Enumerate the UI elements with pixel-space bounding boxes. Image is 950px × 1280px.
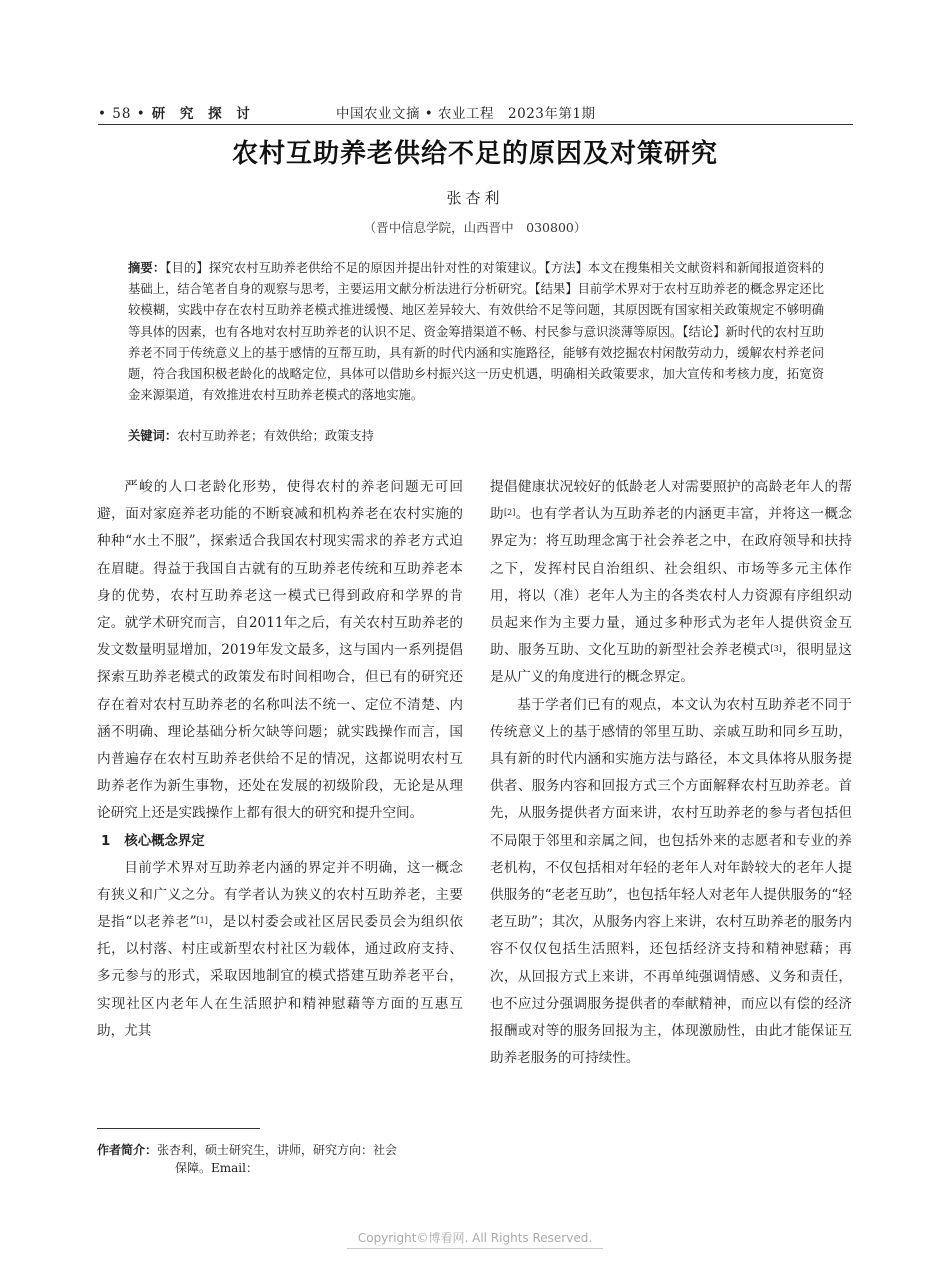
section-number: 1 — [101, 833, 111, 849]
footnote-label: 作者简介： — [97, 1143, 158, 1157]
paragraph-text: 。也有学者认为互助养老的内涵更丰富，并将这一概念界定为：将互助理念寓于社会养老之中，在政府领导和扶持之下，发挥村民自治组织、社会组织、市场等多元主体作用，将以（准）老年人为主的各类农村人力资源有序组织动员起来作为主要力量，通过多种形式为老年人提供资金互助、服务互助、文化互助的新型社会养老模式 — [490, 506, 853, 659]
paragraph-text: ，很明显这是从广义的角度进行的概念界定。 — [490, 642, 853, 686]
paragraph: 严峻的人口老龄化形势，使得农村的养老问题无可回避，面对家庭养老功能的不断衰减和机构养老在农村实施的种种“水土不服”，探索适合我国农村现实需求的养老方式迫在眉睫。得益于我国自古就有的互助养老传统和互助养老本身的优势，农村互助养老这一模式已得到政府和学界的肯定。就学术研究而言，自2011年之后，有关农村互助养老的发文数量明显增加，2019年发文最多，这与国内一系列提倡探索互助养老模式的政策发布时间相吻合，但已有的研究还存在着对农村互助养老的名称叫法不统一、定位不清楚、内涵不明确、理论基础分析欠缺等问题；就实践操作而言，国内普遍存在农村互助养老供给不足的情况，这都说明农村互助养老作为新生事物，还处在发展的初级阶段，无论是从理论研究上还是实践操作上都有很大的研究和提升空间。 — [97, 479, 463, 822]
running-header — [98, 102, 853, 125]
keywords-label: 关键词： — [128, 429, 178, 443]
citation-ref: [2] — [504, 508, 516, 518]
paragraph-text: 提倡健康状况较好的低龄老人对需要照护的高龄老年人的帮助 — [490, 479, 852, 523]
footnote-divider — [97, 1128, 260, 1129]
paragraph — [97, 855, 463, 1045]
header-page-section — [98, 102, 255, 122]
citation-ref: [1] — [196, 916, 208, 926]
section-label: 研 究 探 讨 — [151, 106, 255, 122]
keywords-text: 农村互助养老；有效供给；政策支持 — [177, 429, 374, 443]
copyright-watermark: Copyright©博看网. All Rights Reserved. — [347, 1228, 603, 1249]
abstract-label: 摘要： — [128, 261, 166, 275]
section-heading — [97, 828, 463, 855]
author-footnote — [97, 1141, 463, 1177]
footnote-text: 保障。Email： — [175, 1161, 258, 1175]
body-column-right — [490, 474, 852, 1072]
paper-title: 农村互助养老供给不足的原因及对策研究 — [231, 139, 718, 169]
page-number: • 58 • — [98, 106, 146, 122]
paragraph — [490, 474, 852, 692]
citation-ref: [3] — [770, 644, 782, 654]
body-column-left — [97, 474, 463, 1045]
paragraph-text: ，是以村委会或社区居民委员会为组织依托，以村落、村庄或新型农村社区为载体，通过政府支持、多元参与的形式，采取因地制宜的模式搭建互助养老平台，实现社区内老年人在生活照护和精神慰藉等方面的互惠互助，尤其 — [97, 914, 464, 1039]
footnote-text: 张杏利，硕士研究生，讲师，研究方向：社会 — [157, 1143, 398, 1157]
paragraph: 基于学者们已有的观点，本文认为农村互助养老不同于传统意义上的基于感情的邻里互助、亲戚互助和同乡互助，具有新的时代内涵和实施方法与路径，本文具体将从服务提供者、服务内容和回报方式三个方面解释农村互助养老。首先，从服务提供者方面来讲，农村互助养老的参与者包括但不局限于邻里和亲属之间，也包括外来的志愿者和专业的养老机构，不仅包括相对年轻的老年人对年龄较大的老年人提供服务的“老老互助”，也包括年轻人对老年人提供服务的“轻老互助”；其次，从服务内容上来讲，农村互助养老的服务内容不仅仅包括生活照料，还包括经济支持和精神慰藉；再次，从回报方式上来讲，不再单纯强调情感、义务和责任，也不应过分强调服务提供者的奉献精神，而应以有偿的经济报酬或对等的服务回报为主，体现激励性，由此才能保证互助养老服务的可持续性。 — [490, 696, 852, 1067]
author-affiliation: （晋中信息学院，山西晋中 030800） — [363, 220, 587, 235]
journal-name: 中国农业文摘 • 农业工程 2023年第1期 — [336, 106, 596, 122]
keywords — [128, 426, 824, 446]
paragraph-text: 目前学术界对互助养老内涵的界定并不明确，这一概念有狭义和广义之分。有学者认为狭义的农村互助养老，主要是指“以老养老” — [97, 859, 463, 931]
abstract — [128, 258, 824, 406]
abstract-text: 【目的】探究农村互助养老供给不足的原因并提出针对性的对策建议。【方法】本文在搜集相关文献资料和新闻报道资料的基础上，结合笔者自身的观察与思考，主要运用文献分析法进行分析研究。【结果】目前学术界对于农村互助养老的概念界定还比较模糊，实践中存在农村互助养老模式推进缓慢、地区差异较大、有效供给不足等问题，其原因既有国家相关政策规定不够明确等具体的因素，也有各地对农村互助养老的认识不足、资金筹措渠道不畅、村民参与意识淡薄等原因。【结论】新时代的农村互助养老不同于传统意义上的基于感情的互帮互助，具有新的时代内涵和实施路径，能够有效挖掘农村闲散劳动力，缓解农村养老问题，符合我国积极老龄化的战略定位，具体可以借助乡村振兴这一历史机遇，明确相关政策要求，加大宣传和考核力度，拓宽资金来源渠道，有效推进农村互助养老模式的落地实施。 — [128, 261, 824, 403]
section-title: 核心概念界定 — [124, 833, 205, 849]
author-name: 张杏利 — [446, 189, 504, 207]
